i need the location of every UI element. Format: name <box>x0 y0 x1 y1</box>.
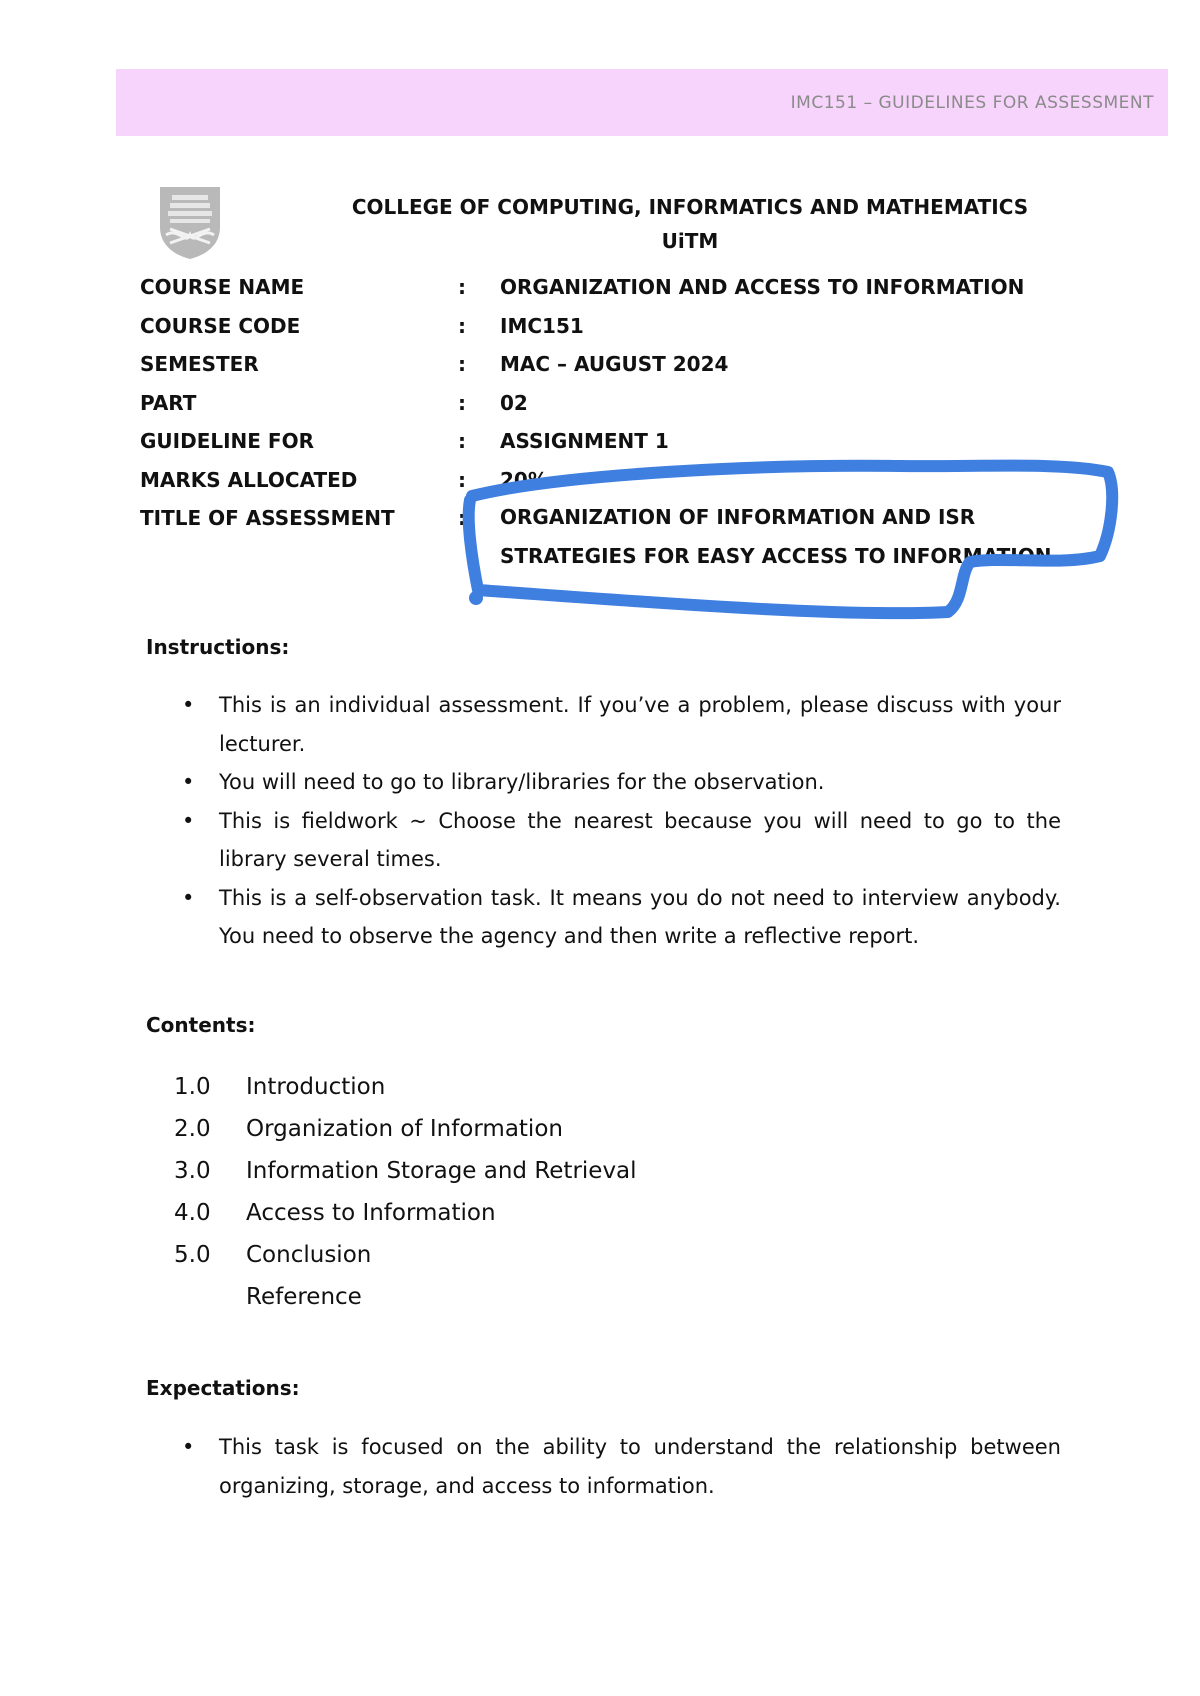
contents-text: Access to Information <box>246 1200 496 1226</box>
info-colon: : <box>458 429 466 453</box>
info-label: TITLE OF ASSESSMENT <box>140 506 395 530</box>
info-label: SEMESTER <box>140 352 259 376</box>
list-item: • This is fieldwork ~ Choose the nearest because you will need to go to the library several times. <box>146 802 1061 879</box>
info-value: 02 <box>500 390 528 415</box>
list-item: • This task is focused on the ability to understand the relationship between organizing, storage, and access to information. <box>146 1428 1061 1505</box>
contents-number: 1.0 <box>174 1074 211 1100</box>
info-colon: : <box>458 506 466 530</box>
expectations-heading: Expectations: <box>146 1376 300 1400</box>
contents-heading: Contents: <box>146 1013 256 1037</box>
instructions-list <box>146 686 1061 956</box>
info-value: IMC151 <box>500 313 584 338</box>
info-value: ORGANIZATION OF INFORMATION AND ISR STRATEGIES FOR EASY ACCESS TO INFORMATION <box>500 505 1052 568</box>
list-item: • This is an individual assessment. If you’ve a problem, please discuss with your lecturer. <box>146 686 1061 763</box>
contents-text: Information Storage and Retrieval <box>246 1158 637 1184</box>
instructions-heading: Instructions: <box>146 635 290 659</box>
contents-number: 5.0 <box>174 1242 211 1268</box>
info-value: MAC – AUGUST 2024 <box>500 352 729 376</box>
info-colon: : <box>458 313 466 338</box>
contents-text: Introduction <box>246 1074 386 1100</box>
college-name: COLLEGE OF COMPUTING, INFORMATICS AND MATHEMATICS <box>351 195 1029 219</box>
list-item: • This is a self-observation task. It means you do not need to interview anybody. You need to observe the agency and then write a reflective report. <box>146 879 1061 956</box>
contents-text: Organization of Information <box>246 1116 563 1142</box>
info-label: PART <box>140 390 197 415</box>
header-text: IMC151 – GUIDELINES FOR ASSESSMENT <box>790 93 1154 113</box>
info-colon: : <box>458 467 466 492</box>
info-value: ASSIGNMENT 1 <box>500 429 669 453</box>
info-colon: : <box>458 275 466 299</box>
contents-number: 2.0 <box>174 1116 211 1142</box>
contents-text: Reference <box>246 1284 362 1310</box>
info-label: GUIDELINE FOR <box>140 429 314 453</box>
info-value: ORGANIZATION AND ACCESS TO INFORMATION <box>500 275 1025 299</box>
info-label: MARKS ALLOCATED <box>140 467 358 492</box>
contents-text: Conclusion <box>246 1242 372 1268</box>
info-label: COURSE CODE <box>140 313 301 338</box>
contents-number: 4.0 <box>174 1200 211 1226</box>
info-value: 20% <box>500 467 548 492</box>
info-colon: : <box>458 390 466 415</box>
info-colon: : <box>458 352 466 376</box>
contents-number: 3.0 <box>174 1158 211 1184</box>
list-item: • You will need to go to library/libraries for the observation. <box>146 763 1061 802</box>
info-label: COURSE NAME <box>140 275 305 299</box>
university-name: UiTM <box>661 229 719 253</box>
expectations-list <box>146 1428 1061 1505</box>
